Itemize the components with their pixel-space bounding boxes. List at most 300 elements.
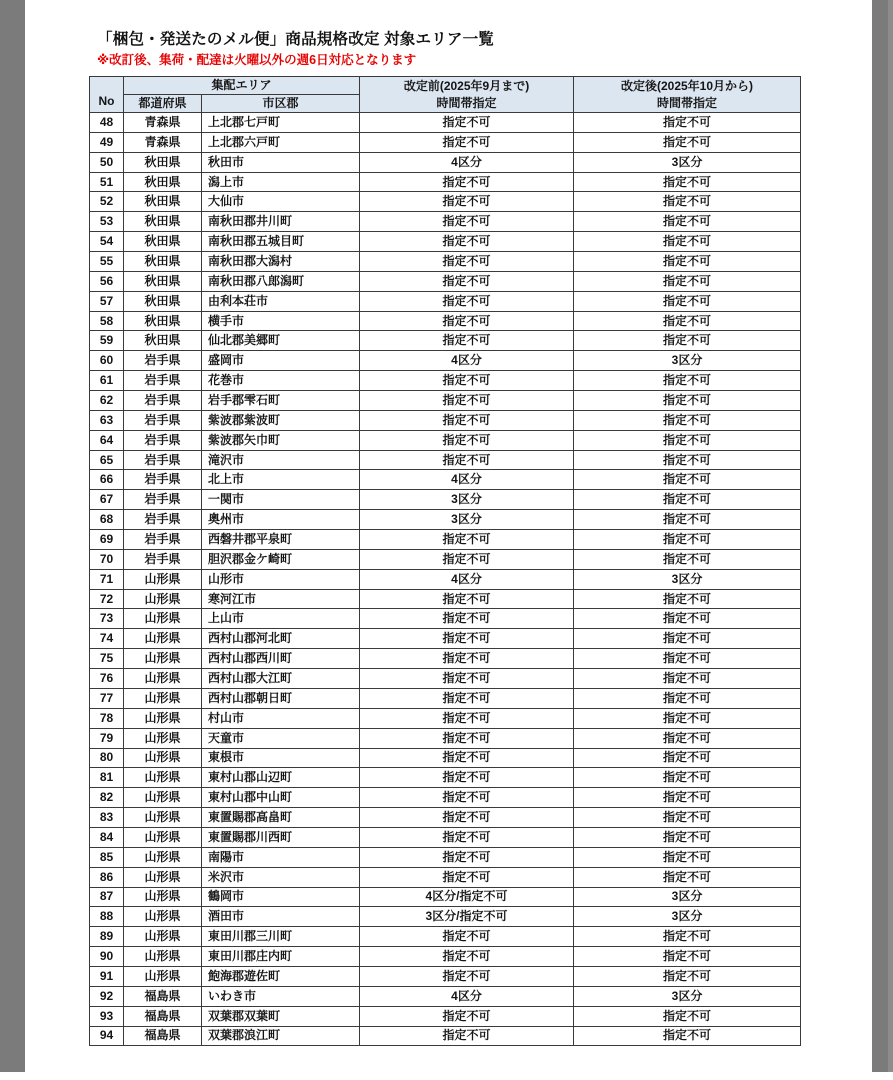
table-row bbox=[90, 728, 801, 748]
table-row bbox=[90, 847, 801, 867]
cell-no: 56 bbox=[90, 271, 124, 291]
viewer-background-right bbox=[872, 0, 893, 1072]
cell-no: 80 bbox=[90, 748, 124, 768]
cell-before-timeslot: 4区分 bbox=[360, 470, 574, 490]
cell-city: 村山市 bbox=[202, 708, 360, 728]
cell-no: 77 bbox=[90, 688, 124, 708]
cell-prefecture: 岩手県 bbox=[124, 470, 202, 490]
cell-no: 94 bbox=[90, 1026, 124, 1046]
cell-no: 91 bbox=[90, 966, 124, 986]
table-row bbox=[90, 391, 801, 411]
table-row bbox=[90, 271, 801, 291]
cell-city: 胆沢郡金ケ崎町 bbox=[202, 549, 360, 569]
cell-no: 83 bbox=[90, 808, 124, 828]
table-row bbox=[90, 966, 801, 986]
cell-city: いわき市 bbox=[202, 986, 360, 1006]
cell-after-timeslot: 指定不可 bbox=[574, 1006, 801, 1026]
cell-city: 米沢市 bbox=[202, 867, 360, 887]
cell-prefecture: 秋田県 bbox=[124, 152, 202, 172]
cell-prefecture: 山形県 bbox=[124, 907, 202, 927]
cell-before-timeslot: 指定不可 bbox=[360, 391, 574, 411]
table-row bbox=[90, 609, 801, 629]
cell-city: 奥州市 bbox=[202, 510, 360, 530]
cell-before-timeslot: 指定不可 bbox=[360, 172, 574, 192]
table-row bbox=[90, 629, 801, 649]
cell-city: 鶴岡市 bbox=[202, 887, 360, 907]
cell-prefecture: 山形県 bbox=[124, 748, 202, 768]
cell-after-timeslot: 指定不可 bbox=[574, 788, 801, 808]
table-row bbox=[90, 351, 801, 371]
cell-after-timeslot: 指定不可 bbox=[574, 609, 801, 629]
cell-after-timeslot: 指定不可 bbox=[574, 927, 801, 947]
cell-city: 秋田市 bbox=[202, 152, 360, 172]
cell-prefecture: 山形県 bbox=[124, 887, 202, 907]
cell-after-timeslot: 指定不可 bbox=[574, 847, 801, 867]
table-row bbox=[90, 192, 801, 212]
cell-after-timeslot: 指定不可 bbox=[574, 113, 801, 133]
cell-prefecture: 山形県 bbox=[124, 669, 202, 689]
cell-city: 天童市 bbox=[202, 728, 360, 748]
cell-city: 寒河江市 bbox=[202, 589, 360, 609]
table-row bbox=[90, 569, 801, 589]
cell-after-timeslot: 指定不可 bbox=[574, 470, 801, 490]
cell-before-timeslot: 指定不可 bbox=[360, 748, 574, 768]
cell-no: 61 bbox=[90, 371, 124, 391]
area-list-table bbox=[89, 76, 801, 1046]
cell-no: 84 bbox=[90, 827, 124, 847]
cell-city: 紫波郡矢巾町 bbox=[202, 430, 360, 450]
table-row bbox=[90, 371, 801, 391]
table-row bbox=[90, 212, 801, 232]
table-row bbox=[90, 490, 801, 510]
table-row bbox=[90, 252, 801, 272]
cell-prefecture: 秋田県 bbox=[124, 212, 202, 232]
cell-prefecture: 山形県 bbox=[124, 589, 202, 609]
cell-after-timeslot: 指定不可 bbox=[574, 371, 801, 391]
table-row bbox=[90, 708, 801, 728]
cell-before-timeslot: 指定不可 bbox=[360, 867, 574, 887]
cell-city: 双葉郡双葉町 bbox=[202, 1006, 360, 1026]
cell-city: 東村山郡山辺町 bbox=[202, 768, 360, 788]
cell-before-timeslot: 指定不可 bbox=[360, 847, 574, 867]
cell-before-timeslot: 4区分 bbox=[360, 351, 574, 371]
cell-prefecture: 岩手県 bbox=[124, 371, 202, 391]
cell-no: 63 bbox=[90, 410, 124, 430]
cell-before-timeslot: 3区分 bbox=[360, 510, 574, 530]
cell-before-timeslot: 4区分/指定不可 bbox=[360, 887, 574, 907]
cell-after-timeslot: 指定不可 bbox=[574, 708, 801, 728]
cell-no: 79 bbox=[90, 728, 124, 748]
table-row bbox=[90, 887, 801, 907]
cell-before-timeslot: 4区分 bbox=[360, 569, 574, 589]
cell-before-timeslot: 指定不可 bbox=[360, 450, 574, 470]
cell-city: 上山市 bbox=[202, 609, 360, 629]
cell-before-timeslot: 指定不可 bbox=[360, 649, 574, 669]
cell-after-timeslot: 指定不可 bbox=[574, 172, 801, 192]
cell-no: 50 bbox=[90, 152, 124, 172]
table-row bbox=[90, 331, 801, 351]
cell-prefecture: 秋田県 bbox=[124, 252, 202, 272]
cell-after-timeslot: 指定不可 bbox=[574, 252, 801, 272]
cell-before-timeslot: 指定不可 bbox=[360, 966, 574, 986]
cell-prefecture: 秋田県 bbox=[124, 311, 202, 331]
cell-no: 69 bbox=[90, 530, 124, 550]
cell-after-timeslot: 3区分 bbox=[574, 986, 801, 1006]
cell-after-timeslot: 指定不可 bbox=[574, 450, 801, 470]
cell-after-timeslot: 指定不可 bbox=[574, 867, 801, 887]
table-row bbox=[90, 232, 801, 252]
cell-no: 89 bbox=[90, 927, 124, 947]
cell-city: 山形市 bbox=[202, 569, 360, 589]
cell-after-timeslot: 3区分 bbox=[574, 152, 801, 172]
table-row bbox=[90, 589, 801, 609]
cell-city: 横手市 bbox=[202, 311, 360, 331]
cell-prefecture: 福島県 bbox=[124, 1006, 202, 1026]
table-row bbox=[90, 311, 801, 331]
table-row bbox=[90, 808, 801, 828]
table-row bbox=[90, 748, 801, 768]
cell-after-timeslot: 指定不可 bbox=[574, 291, 801, 311]
table-row bbox=[90, 132, 801, 152]
cell-no: 67 bbox=[90, 490, 124, 510]
cell-after-timeslot: 指定不可 bbox=[574, 966, 801, 986]
cell-city: 東村山郡中山町 bbox=[202, 788, 360, 808]
cell-before-timeslot: 指定不可 bbox=[360, 271, 574, 291]
cell-no: 82 bbox=[90, 788, 124, 808]
cell-prefecture: 岩手県 bbox=[124, 351, 202, 371]
cell-before-timeslot: 指定不可 bbox=[360, 232, 574, 252]
cell-city: 西村山郡西川町 bbox=[202, 649, 360, 669]
cell-before-timeslot: 指定不可 bbox=[360, 947, 574, 967]
cell-city: 南秋田郡井川町 bbox=[202, 212, 360, 232]
cell-city: 南秋田郡八郎潟町 bbox=[202, 271, 360, 291]
cell-no: 86 bbox=[90, 867, 124, 887]
cell-no: 93 bbox=[90, 1006, 124, 1026]
cell-prefecture: 山形県 bbox=[124, 947, 202, 967]
cell-prefecture: 山形県 bbox=[124, 788, 202, 808]
cell-no: 88 bbox=[90, 907, 124, 927]
cell-before-timeslot: 指定不可 bbox=[360, 1026, 574, 1046]
table-row bbox=[90, 152, 801, 172]
cell-after-timeslot: 指定不可 bbox=[574, 688, 801, 708]
cell-prefecture: 岩手県 bbox=[124, 410, 202, 430]
cell-no: 65 bbox=[90, 450, 124, 470]
cell-no: 73 bbox=[90, 609, 124, 629]
cell-no: 92 bbox=[90, 986, 124, 1006]
cell-after-timeslot: 指定不可 bbox=[574, 669, 801, 689]
cell-after-timeslot: 3区分 bbox=[574, 887, 801, 907]
cell-prefecture: 岩手県 bbox=[124, 490, 202, 510]
cell-no: 51 bbox=[90, 172, 124, 192]
cell-prefecture: 山形県 bbox=[124, 808, 202, 828]
cell-after-timeslot: 指定不可 bbox=[574, 311, 801, 331]
cell-city: 東根市 bbox=[202, 748, 360, 768]
cell-before-timeslot: 指定不可 bbox=[360, 768, 574, 788]
cell-after-timeslot: 指定不可 bbox=[574, 212, 801, 232]
cell-no: 74 bbox=[90, 629, 124, 649]
cell-prefecture: 福島県 bbox=[124, 1026, 202, 1046]
cell-before-timeslot: 3区分 bbox=[360, 490, 574, 510]
revision-note: ※改訂後、集荷・配達は火曜以外の週6日対応となります bbox=[97, 53, 417, 67]
cell-before-timeslot: 指定不可 bbox=[360, 808, 574, 828]
cell-before-timeslot: 指定不可 bbox=[360, 311, 574, 331]
cell-after-timeslot: 指定不可 bbox=[574, 410, 801, 430]
cell-after-timeslot: 指定不可 bbox=[574, 232, 801, 252]
cell-prefecture: 山形県 bbox=[124, 688, 202, 708]
cell-before-timeslot: 指定不可 bbox=[360, 212, 574, 232]
cell-city: 大仙市 bbox=[202, 192, 360, 212]
cell-after-timeslot: 指定不可 bbox=[574, 510, 801, 530]
cell-city: 仙北郡美郷町 bbox=[202, 331, 360, 351]
page-title: 「梱包・発送たのメル便」商品規格改定 対象エリア一覧 bbox=[97, 31, 495, 48]
table-row bbox=[90, 867, 801, 887]
table-row bbox=[90, 113, 801, 133]
cell-before-timeslot: 4区分 bbox=[360, 986, 574, 1006]
cell-no: 57 bbox=[90, 291, 124, 311]
cell-prefecture: 山形県 bbox=[124, 629, 202, 649]
cell-before-timeslot: 指定不可 bbox=[360, 629, 574, 649]
cell-before-timeslot: 指定不可 bbox=[360, 430, 574, 450]
cell-after-timeslot: 指定不可 bbox=[574, 1026, 801, 1046]
cell-no: 72 bbox=[90, 589, 124, 609]
cell-prefecture: 秋田県 bbox=[124, 172, 202, 192]
table-row bbox=[90, 470, 801, 490]
header-prefecture: 都道府県 bbox=[124, 95, 202, 113]
cell-city: 上北郡六戸町 bbox=[202, 132, 360, 152]
header-before-period: 改定前(2025年9月まで) bbox=[403, 78, 530, 93]
cell-prefecture: 山形県 bbox=[124, 867, 202, 887]
cell-prefecture: 岩手県 bbox=[124, 510, 202, 530]
cell-after-timeslot: 指定不可 bbox=[574, 748, 801, 768]
cell-prefecture: 岩手県 bbox=[124, 450, 202, 470]
header-after bbox=[574, 77, 801, 113]
cell-city: 西村山郡河北町 bbox=[202, 629, 360, 649]
cell-no: 59 bbox=[90, 331, 124, 351]
cell-after-timeslot: 指定不可 bbox=[574, 530, 801, 550]
table-row bbox=[90, 430, 801, 450]
cell-city: 由利本荘市 bbox=[202, 291, 360, 311]
cell-before-timeslot: 指定不可 bbox=[360, 291, 574, 311]
cell-prefecture: 秋田県 bbox=[124, 192, 202, 212]
cell-city: 西磐井郡平泉町 bbox=[202, 530, 360, 550]
cell-no: 54 bbox=[90, 232, 124, 252]
cell-before-timeslot: 指定不可 bbox=[360, 549, 574, 569]
header-area-group: 集配エリア bbox=[124, 77, 360, 95]
cell-no: 55 bbox=[90, 252, 124, 272]
header-no: No bbox=[90, 77, 124, 113]
cell-no: 71 bbox=[90, 569, 124, 589]
cell-before-timeslot: 指定不可 bbox=[360, 788, 574, 808]
cell-city: 東田川郡三川町 bbox=[202, 927, 360, 947]
cell-after-timeslot: 指定不可 bbox=[574, 947, 801, 967]
cell-no: 68 bbox=[90, 510, 124, 530]
cell-prefecture: 秋田県 bbox=[124, 271, 202, 291]
cell-before-timeslot: 指定不可 bbox=[360, 589, 574, 609]
cell-before-timeslot: 指定不可 bbox=[360, 609, 574, 629]
cell-city: 紫波郡紫波町 bbox=[202, 410, 360, 430]
cell-after-timeslot: 指定不可 bbox=[574, 629, 801, 649]
cell-prefecture: 山形県 bbox=[124, 708, 202, 728]
cell-prefecture: 岩手県 bbox=[124, 549, 202, 569]
cell-no: 70 bbox=[90, 549, 124, 569]
cell-city: 岩手郡雫石町 bbox=[202, 391, 360, 411]
cell-no: 75 bbox=[90, 649, 124, 669]
cell-after-timeslot: 指定不可 bbox=[574, 490, 801, 510]
cell-after-timeslot: 指定不可 bbox=[574, 808, 801, 828]
cell-prefecture: 山形県 bbox=[124, 768, 202, 788]
cell-no: 76 bbox=[90, 669, 124, 689]
cell-no: 52 bbox=[90, 192, 124, 212]
cell-before-timeslot: 指定不可 bbox=[360, 728, 574, 748]
cell-before-timeslot: 3区分/指定不可 bbox=[360, 907, 574, 927]
cell-city: 花巻市 bbox=[202, 371, 360, 391]
cell-prefecture: 秋田県 bbox=[124, 331, 202, 351]
table-row bbox=[90, 649, 801, 669]
table-row bbox=[90, 768, 801, 788]
cell-no: 58 bbox=[90, 311, 124, 331]
cell-prefecture: 岩手県 bbox=[124, 391, 202, 411]
cell-before-timeslot: 指定不可 bbox=[360, 927, 574, 947]
cell-before-timeslot: 指定不可 bbox=[360, 371, 574, 391]
cell-prefecture: 青森県 bbox=[124, 132, 202, 152]
cell-prefecture: 山形県 bbox=[124, 649, 202, 669]
table-row bbox=[90, 291, 801, 311]
cell-no: 48 bbox=[90, 113, 124, 133]
cell-prefecture: 岩手県 bbox=[124, 430, 202, 450]
cell-no: 87 bbox=[90, 887, 124, 907]
table-row bbox=[90, 549, 801, 569]
cell-after-timeslot: 指定不可 bbox=[574, 271, 801, 291]
document-page bbox=[25, 0, 872, 1080]
cell-city: 南陽市 bbox=[202, 847, 360, 867]
cell-no: 53 bbox=[90, 212, 124, 232]
cell-before-timeslot: 指定不可 bbox=[360, 1006, 574, 1026]
cell-no: 60 bbox=[90, 351, 124, 371]
cell-city: 東田川郡庄内町 bbox=[202, 947, 360, 967]
cell-prefecture: 山形県 bbox=[124, 569, 202, 589]
cell-no: 64 bbox=[90, 430, 124, 450]
cell-prefecture: 秋田県 bbox=[124, 291, 202, 311]
cell-prefecture: 山形県 bbox=[124, 728, 202, 748]
cell-prefecture: 福島県 bbox=[124, 986, 202, 1006]
cell-city: 滝沢市 bbox=[202, 450, 360, 470]
cell-city: 南秋田郡五城目町 bbox=[202, 232, 360, 252]
table-row bbox=[90, 172, 801, 192]
cell-before-timeslot: 指定不可 bbox=[360, 410, 574, 430]
table-row bbox=[90, 450, 801, 470]
cell-city: 東置賜郡川西町 bbox=[202, 827, 360, 847]
cell-before-timeslot: 指定不可 bbox=[360, 192, 574, 212]
cell-after-timeslot: 指定不可 bbox=[574, 649, 801, 669]
cell-prefecture: 山形県 bbox=[124, 827, 202, 847]
cell-city: 北上市 bbox=[202, 470, 360, 490]
cell-after-timeslot: 指定不可 bbox=[574, 132, 801, 152]
cell-before-timeslot: 指定不可 bbox=[360, 669, 574, 689]
table-row bbox=[90, 986, 801, 1006]
header-before bbox=[360, 77, 574, 113]
cell-before-timeslot: 指定不可 bbox=[360, 132, 574, 152]
cell-city: 盛岡市 bbox=[202, 351, 360, 371]
header-before-label: 時間帯指定 bbox=[436, 95, 497, 110]
table-row bbox=[90, 688, 801, 708]
table-row bbox=[90, 1006, 801, 1026]
cell-prefecture: 秋田県 bbox=[124, 232, 202, 252]
cell-after-timeslot: 指定不可 bbox=[574, 192, 801, 212]
cell-no: 62 bbox=[90, 391, 124, 411]
cell-before-timeslot: 4区分 bbox=[360, 152, 574, 172]
table-row bbox=[90, 827, 801, 847]
cell-prefecture: 山形県 bbox=[124, 927, 202, 947]
cell-prefecture: 青森県 bbox=[124, 113, 202, 133]
cell-prefecture: 岩手県 bbox=[124, 530, 202, 550]
table-row bbox=[90, 510, 801, 530]
cell-city: 一関市 bbox=[202, 490, 360, 510]
cell-prefecture: 山形県 bbox=[124, 966, 202, 986]
cell-prefecture: 山形県 bbox=[124, 609, 202, 629]
cell-no: 78 bbox=[90, 708, 124, 728]
table-row bbox=[90, 788, 801, 808]
table-row bbox=[90, 669, 801, 689]
header-after-label: 時間帯指定 bbox=[657, 95, 718, 110]
cell-after-timeslot: 指定不可 bbox=[574, 549, 801, 569]
cell-after-timeslot: 指定不可 bbox=[574, 589, 801, 609]
header-city: 市区郡 bbox=[202, 95, 360, 113]
cell-after-timeslot: 指定不可 bbox=[574, 768, 801, 788]
cell-city: 上北郡七戸町 bbox=[202, 113, 360, 133]
cell-after-timeslot: 指定不可 bbox=[574, 728, 801, 748]
table-row bbox=[90, 410, 801, 430]
cell-no: 66 bbox=[90, 470, 124, 490]
header-after-period: 改定後(2025年10月から) bbox=[620, 78, 754, 93]
cell-city: 南秋田郡大潟村 bbox=[202, 252, 360, 272]
table-row bbox=[90, 947, 801, 967]
cell-after-timeslot: 3区分 bbox=[574, 569, 801, 589]
table-header bbox=[90, 77, 801, 113]
table-row bbox=[90, 907, 801, 927]
cell-after-timeslot: 3区分 bbox=[574, 351, 801, 371]
cell-city: 潟上市 bbox=[202, 172, 360, 192]
viewer-background-left bbox=[0, 0, 25, 1072]
cell-city: 双葉郡浪江町 bbox=[202, 1026, 360, 1046]
table-body bbox=[90, 113, 801, 1046]
cell-prefecture: 山形県 bbox=[124, 847, 202, 867]
cell-after-timeslot: 指定不可 bbox=[574, 827, 801, 847]
cell-no: 90 bbox=[90, 947, 124, 967]
cell-before-timeslot: 指定不可 bbox=[360, 331, 574, 351]
table-row bbox=[90, 530, 801, 550]
cell-after-timeslot: 指定不可 bbox=[574, 331, 801, 351]
cell-before-timeslot: 指定不可 bbox=[360, 827, 574, 847]
cell-after-timeslot: 3区分 bbox=[574, 907, 801, 927]
cell-city: 飽海郡遊佐町 bbox=[202, 966, 360, 986]
cell-no: 85 bbox=[90, 847, 124, 867]
cell-city: 東置賜郡高畠町 bbox=[202, 808, 360, 828]
cell-before-timeslot: 指定不可 bbox=[360, 113, 574, 133]
cell-no: 81 bbox=[90, 768, 124, 788]
cell-no: 49 bbox=[90, 132, 124, 152]
cell-after-timeslot: 指定不可 bbox=[574, 430, 801, 450]
cell-city: 西村山郡大江町 bbox=[202, 669, 360, 689]
cell-before-timeslot: 指定不可 bbox=[360, 688, 574, 708]
table-row bbox=[90, 927, 801, 947]
cell-after-timeslot: 指定不可 bbox=[574, 391, 801, 411]
cell-city: 西村山郡朝日町 bbox=[202, 688, 360, 708]
cell-before-timeslot: 指定不可 bbox=[360, 530, 574, 550]
cell-city: 酒田市 bbox=[202, 907, 360, 927]
cell-before-timeslot: 指定不可 bbox=[360, 252, 574, 272]
table-row bbox=[90, 1026, 801, 1046]
cell-before-timeslot: 指定不可 bbox=[360, 708, 574, 728]
